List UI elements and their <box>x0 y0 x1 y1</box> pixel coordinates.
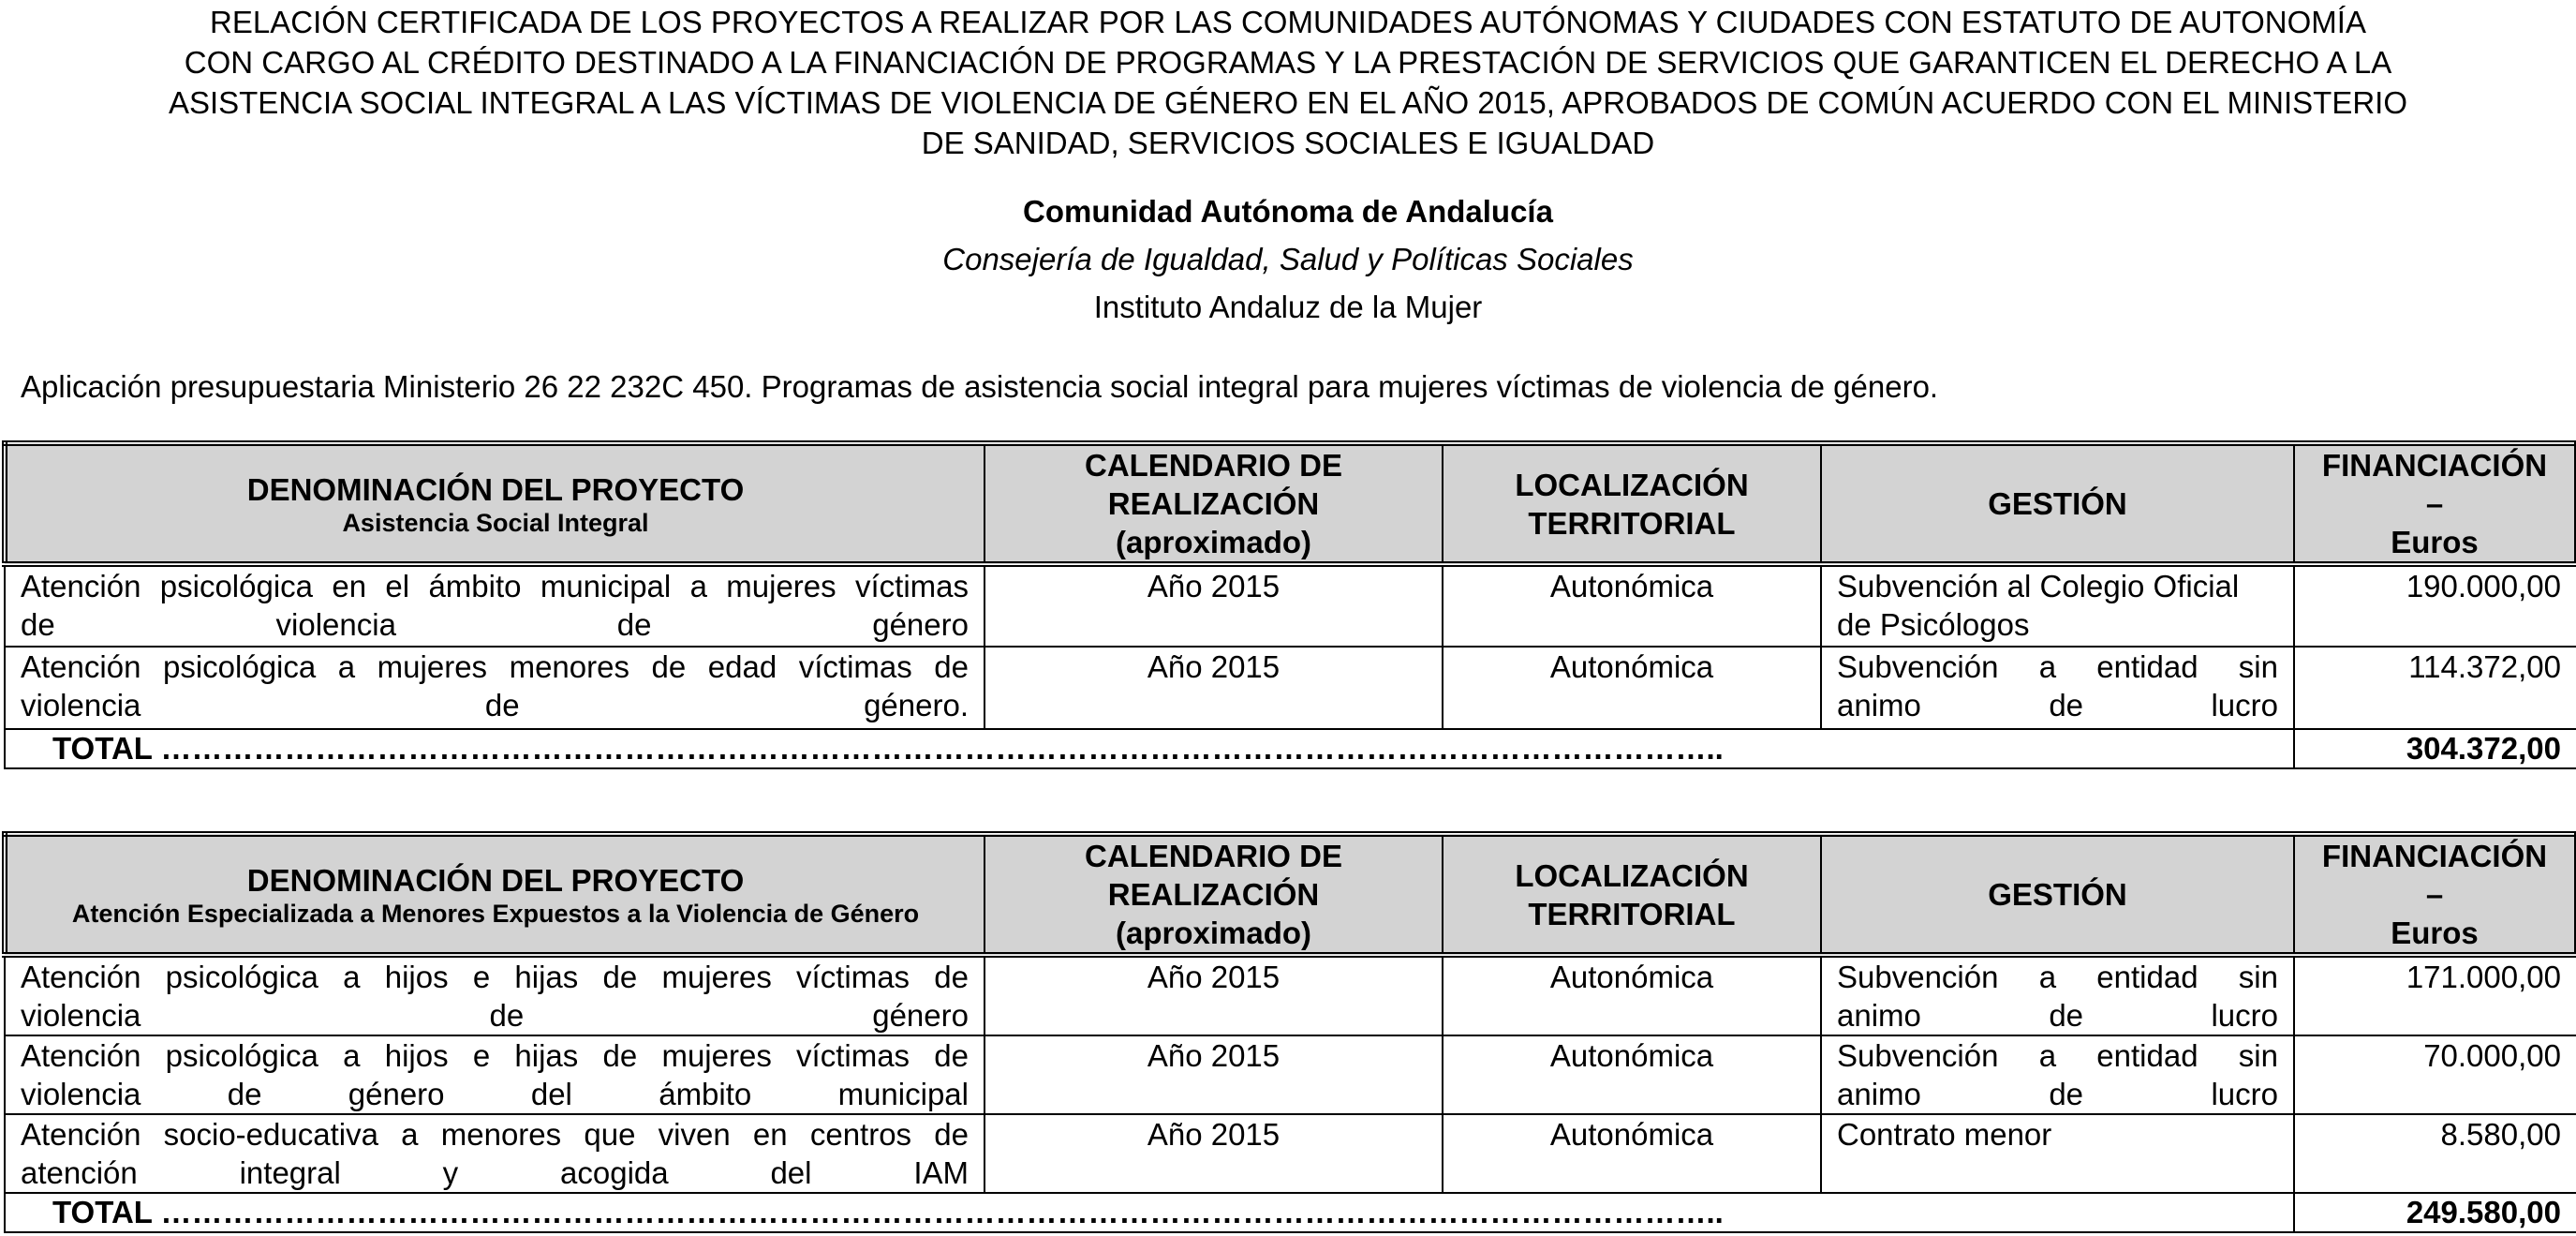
management-text: animo de lucro <box>1837 688 2278 722</box>
management-text: animo de lucro <box>1837 998 2278 1033</box>
column-header-location-line: LOCALIZACIÓN <box>1515 467 1749 502</box>
project-cell <box>5 564 985 647</box>
location-cell: Autonómica <box>1443 1114 1821 1193</box>
column-header-calendar-line: (aproximado) <box>1115 916 1312 950</box>
management-cell <box>1821 955 2294 1035</box>
total-label: TOTAL …………………………………………………………………………………………………………………………………….. <box>5 729 2294 768</box>
column-header-calendar <box>985 834 1443 955</box>
department-name: Consejería de Igualdad, Salud y Políticas Sociales <box>942 242 1634 276</box>
amount-cell: 70.000,00 <box>2294 1035 2576 1114</box>
column-header-location-line: TERRITORIAL <box>1528 505 1736 541</box>
column-header-management: GESTIÓN <box>1821 834 2294 955</box>
calendar-cell: Año 2015 <box>985 1114 1443 1193</box>
project-text: violencia de género <box>21 998 969 1033</box>
column-header-financing-line: – <box>2425 486 2444 521</box>
management-text: Contrato menor <box>1837 1117 2052 1152</box>
heading-line: CON CARGO AL CRÉDITO DESTINADO A LA FINANCIACIÓN DE PROGRAMAS Y LA PRESTACIÓN DE SERVICIOS QUE GARANTICEN EL DERECHO A LA <box>184 45 2392 80</box>
project-text: de violencia de género <box>21 607 969 642</box>
project-text: atención integral y acogida del IAM <box>21 1155 969 1190</box>
total-row <box>5 729 2576 768</box>
management-cell <box>1821 564 2294 647</box>
amount-cell: 171.000,00 <box>2294 955 2576 1035</box>
amount-cell: 8.580,00 <box>2294 1114 2576 1193</box>
calendar-cell: Año 2015 <box>985 955 1443 1035</box>
management-text: Subvención a entidad sin <box>1837 960 2278 994</box>
projects-table-minors-support <box>2 831 2576 1233</box>
management-cell <box>1821 647 2294 729</box>
column-header-financing-line: Euros <box>2391 525 2479 559</box>
calendar-cell: Año 2015 <box>985 647 1443 729</box>
column-header-calendar-line: REALIZACIÓN <box>1107 486 1320 521</box>
column-header-financing <box>2294 443 2576 564</box>
table-subtitle: Atención Especializada a Menores Expuestos a la Violencia de Género <box>71 900 920 928</box>
column-header-calendar-line: REALIZACIÓN <box>1107 877 1320 912</box>
column-header-project <box>5 443 985 564</box>
heading-line: ASISTENCIA SOCIAL INTEGRAL A LAS VÍCTIMAS DE VIOLENCIA DE GÉNERO EN EL AÑO 2015, APROBADOS DE COMÚN ACUERDO CON EL MINISTERIO <box>168 85 2408 120</box>
column-header-financing-line: FINANCIACIÓN <box>2321 839 2548 873</box>
total-label: TOTAL …………………………………………………………………………………………………………………………………….. <box>5 1193 2294 1232</box>
management-cell <box>1821 1114 2294 1193</box>
project-text: Atención psicológica a mujeres menores de edad víctimas de <box>21 649 969 684</box>
management-text: de Psicólogos <box>1837 607 2030 642</box>
budget-line: Aplicación presupuestaria Ministerio 26 22 232C 450. Programas de asistencia social integral para mujeres víctimas de violencia de género. <box>21 369 1939 404</box>
column-header-calendar-line: (aproximado) <box>1115 525 1312 559</box>
project-text: violencia de género. <box>21 688 969 722</box>
table-row <box>5 1035 2576 1114</box>
location-cell: Autonómica <box>1443 955 1821 1035</box>
column-header-calendar-line: CALENDARIO DE <box>1084 448 1342 483</box>
calendar-cell: Año 2015 <box>985 1035 1443 1114</box>
column-header-calendar <box>985 443 1443 564</box>
column-header-location <box>1443 834 1821 955</box>
column-header-financing-line: Euros <box>2391 916 2479 950</box>
total-amount: 304.372,00 <box>2294 729 2576 768</box>
calendar-cell: Año 2015 <box>985 564 1443 647</box>
project-text: Atención psicológica en el ámbito municipal a mujeres víctimas <box>21 569 969 603</box>
column-header-financing-line: FINANCIACIÓN <box>2321 448 2548 483</box>
document-heading <box>37 2 2539 163</box>
management-text: animo de lucro <box>1837 1077 2278 1111</box>
management-text: Subvención a entidad sin <box>1837 649 2278 684</box>
table-row <box>5 1114 2576 1193</box>
column-header-financing-line: – <box>2425 877 2444 912</box>
total-row <box>5 1193 2576 1232</box>
project-cell <box>5 1114 985 1193</box>
location-cell: Autonómica <box>1443 1035 1821 1114</box>
location-cell: Autonómica <box>1443 647 1821 729</box>
projects-table-social-assistance <box>2 440 2576 769</box>
column-header-project-label: DENOMINACIÓN DEL PROYECTO <box>246 472 745 507</box>
column-header-project-label: DENOMINACIÓN DEL PROYECTO <box>246 863 745 898</box>
total-amount: 249.580,00 <box>2294 1193 2576 1232</box>
heading-line: DE SANIDAD, SERVICIOS SOCIALES E IGUALDAD <box>921 126 1655 160</box>
column-header-financing <box>2294 834 2576 955</box>
table-row <box>5 564 2576 647</box>
project-text: Atención socio-educativa a menores que viven en centros de <box>21 1117 969 1152</box>
amount-cell: 114.372,00 <box>2294 647 2576 729</box>
column-header-location <box>1443 443 1821 564</box>
column-header-calendar-line: CALENDARIO DE <box>1084 839 1342 873</box>
table-subtitle: Asistencia Social Integral <box>342 509 649 537</box>
project-cell <box>5 647 985 729</box>
location-cell: Autonómica <box>1443 564 1821 647</box>
table-row <box>5 647 2576 729</box>
column-header-management: GESTIÓN <box>1821 443 2294 564</box>
management-text: Subvención a entidad sin <box>1837 1038 2278 1073</box>
table-row <box>5 955 2576 1035</box>
project-text: violencia de género del ámbito municipal <box>21 1077 969 1111</box>
column-header-project <box>5 834 985 955</box>
community-name: Comunidad Autónoma de Andalucía <box>1023 194 1553 229</box>
project-text: Atención psicológica a hijos e hijas de mujeres víctimas de <box>21 1038 969 1073</box>
project-text: Atención psicológica a hijos e hijas de mujeres víctimas de <box>21 960 969 994</box>
institute-name: Instituto Andaluz de la Mujer <box>1093 290 1483 324</box>
project-cell <box>5 1035 985 1114</box>
amount-cell: 190.000,00 <box>2294 564 2576 647</box>
project-cell <box>5 955 985 1035</box>
management-cell <box>1821 1035 2294 1114</box>
column-header-location-line: TERRITORIAL <box>1528 896 1736 931</box>
column-header-location-line: LOCALIZACIÓN <box>1515 857 1749 893</box>
management-text: Subvención al Colegio Oficial <box>1837 569 2240 603</box>
heading-line: RELACIÓN CERTIFICADA DE LOS PROYECTOS A REALIZAR POR LAS COMUNIDADES AUTÓNOMAS Y CIUDADES CON ESTATUTO DE AUTONOMÍA <box>210 5 2366 39</box>
